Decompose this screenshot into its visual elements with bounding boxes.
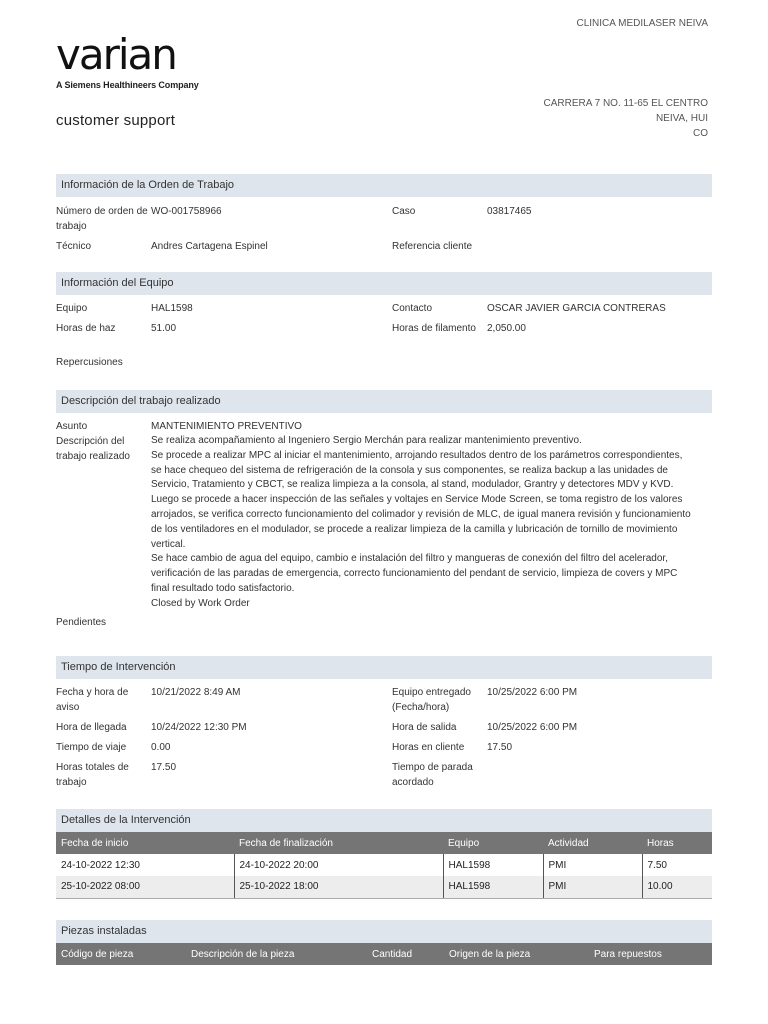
logo-wordmark: varian bbox=[56, 36, 176, 76]
varian-logo bbox=[56, 36, 216, 76]
intervention-details-table bbox=[56, 832, 712, 899]
work-order-section bbox=[56, 174, 712, 259]
address-line: NEIVA, HUI bbox=[655, 113, 708, 124]
table-cell: 24-10-2022 20:00 bbox=[234, 854, 443, 876]
case-number: 03817465 bbox=[487, 206, 532, 217]
technician-name: Andres Cartagena Espinel bbox=[151, 241, 268, 252]
description-line: final resultado todo satisfactorio. bbox=[151, 582, 295, 594]
table-cell: HAL1598 bbox=[443, 854, 543, 876]
section-title: Piezas instaladas bbox=[56, 920, 712, 943]
table-cell: 25-10-2022 18:00 bbox=[234, 876, 443, 898]
table-cell: PMI bbox=[543, 854, 642, 876]
field-label: Horas de haz bbox=[56, 323, 116, 334]
field-label: Tiempo de viaje bbox=[56, 742, 127, 753]
description-line: Servicio, Tratamiento y CBCT, se realiza limpieza a la consola, al stand, modulador, Grantry y detectores MDV y KVD. bbox=[151, 479, 674, 491]
field-label: Horas de filamento bbox=[392, 323, 476, 334]
pending-value bbox=[151, 615, 392, 632]
column-header: Descripción de la pieza bbox=[186, 943, 367, 965]
table-cell: 24-10-2022 12:30 bbox=[61, 859, 140, 871]
column-header: Origen de la pieza bbox=[444, 943, 589, 965]
customer-support-label: customer support bbox=[56, 112, 176, 129]
field-label: Repercusiones bbox=[56, 357, 123, 368]
column-header: Fecha de finalización bbox=[234, 832, 443, 854]
intervention-details-section bbox=[56, 809, 712, 899]
field-label: Pendientes bbox=[56, 616, 107, 628]
column-header: Para repuestos bbox=[589, 943, 712, 965]
section-title: Descripción del trabajo realizado bbox=[56, 390, 712, 413]
notice-datetime: 10/21/2022 8:49 AM bbox=[151, 687, 241, 698]
description-line: verificación de las paradas de emergencia, correcto funcionamiento del pendant de servicio, limpieza de covers y MPC bbox=[151, 568, 678, 580]
field-label: Referencia cliente bbox=[392, 241, 473, 252]
table-row bbox=[56, 854, 712, 876]
total-work-hours: 17.50 bbox=[151, 762, 177, 773]
logo-tagline: A Siemens Healthineers Company bbox=[56, 80, 199, 90]
table-cell: 10.00 bbox=[642, 876, 712, 898]
address-line: CO bbox=[693, 128, 708, 139]
section-title: Información del Equipo bbox=[56, 272, 712, 295]
repercussions-value bbox=[151, 355, 392, 375]
column-header: Equipo bbox=[443, 832, 543, 854]
description-line: de los ventiladores en el modulador, se procede a realizar limpieza de la camilla y lubricación de tornillo de movimiento bbox=[151, 523, 678, 535]
description-line: vertical. bbox=[151, 538, 186, 550]
installed-parts-section bbox=[56, 920, 712, 965]
field-label: Horas totales de trabajo bbox=[56, 762, 129, 788]
table-header-row bbox=[56, 832, 712, 854]
description-line: Closed by Work Order bbox=[151, 597, 250, 609]
work-description-text bbox=[151, 434, 711, 612]
travel-time: 0.00 bbox=[151, 742, 171, 753]
work-description-section bbox=[56, 390, 712, 632]
arrival-time: 10/24/2022 12:30 PM bbox=[151, 722, 247, 733]
field-label: Descripción del trabajo realizado bbox=[56, 436, 130, 462]
field-label: Hora de llegada bbox=[56, 722, 127, 733]
equipment-section bbox=[56, 272, 712, 375]
subject-value: MANTENIMIENTO PREVENTIVO bbox=[151, 421, 302, 432]
installed-parts-table bbox=[56, 943, 712, 965]
field-label: Contacto bbox=[392, 303, 433, 314]
column-header: Fecha de inicio bbox=[56, 832, 234, 854]
field-label: Caso bbox=[392, 206, 416, 217]
field-label: Técnico bbox=[56, 241, 92, 252]
work-order-number: WO-001758966 bbox=[151, 206, 222, 217]
intervention-time-section bbox=[56, 656, 712, 794]
column-header: Cantidad bbox=[367, 943, 444, 965]
section-title: Información de la Orden de Trabajo bbox=[56, 174, 712, 197]
table-header-row bbox=[56, 943, 712, 965]
field-label: Número de orden de trabajo bbox=[56, 206, 148, 232]
departure-time: 10/25/2022 6:00 PM bbox=[487, 722, 578, 733]
clinic-name: CLINICA MEDILASER NEIVA bbox=[576, 18, 708, 29]
column-header: Código de pieza bbox=[56, 943, 186, 965]
description-line: Se hace cambio de agua del equipo, cambio e instalación del filtro y mangueras de conexión del filtro del acelerador, bbox=[151, 553, 668, 565]
table-cell: HAL1598 bbox=[443, 876, 543, 898]
field-label: Tiempo de parada acordado bbox=[392, 762, 473, 788]
filament-hours: 2,050.00 bbox=[487, 323, 526, 334]
section-title: Detalles de la Intervención bbox=[56, 809, 712, 832]
field-label: Asunto bbox=[56, 421, 88, 432]
equipment-delivered-datetime: 10/25/2022 6:00 PM bbox=[487, 687, 578, 698]
contact-name: OSCAR JAVIER GARCIA CONTRERAS bbox=[487, 303, 666, 314]
agreed-downtime bbox=[487, 760, 712, 794]
field-label: Equipo bbox=[56, 303, 88, 314]
table-row bbox=[56, 876, 712, 898]
equipment-id: HAL1598 bbox=[151, 303, 193, 314]
field-label: Equipo entregado (Fecha/hora) bbox=[392, 687, 471, 713]
column-header: Horas bbox=[642, 832, 712, 854]
section-title: Tiempo de Intervención bbox=[56, 656, 712, 679]
table-cell: PMI bbox=[543, 876, 642, 898]
table-cell: 25-10-2022 08:00 bbox=[56, 876, 234, 898]
field-label: Horas en cliente bbox=[392, 742, 465, 753]
field-label: Fecha y hora de aviso bbox=[56, 687, 129, 713]
hours-at-client: 17.50 bbox=[487, 742, 513, 753]
description-line: Luego se procede a hacer inspección de las señales y voltajes en Service Mode Screen, se toma registro de los valores bbox=[151, 494, 683, 506]
client-reference bbox=[487, 239, 712, 259]
description-line: Se procede a realizar MPC al iniciar el mantenimiento, arrojando resultados dentro de los parámetros correspondientes, bbox=[151, 449, 683, 461]
field-label: Hora de salida bbox=[392, 722, 457, 733]
clinic-address bbox=[544, 96, 709, 141]
beam-hours: 51.00 bbox=[151, 323, 177, 334]
address-line: CARRERA 7 NO. 11-65 EL CENTRO bbox=[543, 98, 708, 109]
table-cell: 7.50 bbox=[642, 854, 712, 876]
description-line: Se realiza acompañamiento al Ingeniero Sergio Merchán para realizar mantenimiento preventivo. bbox=[151, 435, 582, 446]
column-header: Actividad bbox=[543, 832, 642, 854]
description-line: arrojados, se verifica correcto funcionamiento del colimador y revisión de MLC, de igual manera revisión y funcionamiento bbox=[151, 508, 691, 520]
description-line: se hace chequeo del sistema de refrigeración de la consola y sus componentes, se realiza backup a las unidades de bbox=[151, 464, 668, 476]
